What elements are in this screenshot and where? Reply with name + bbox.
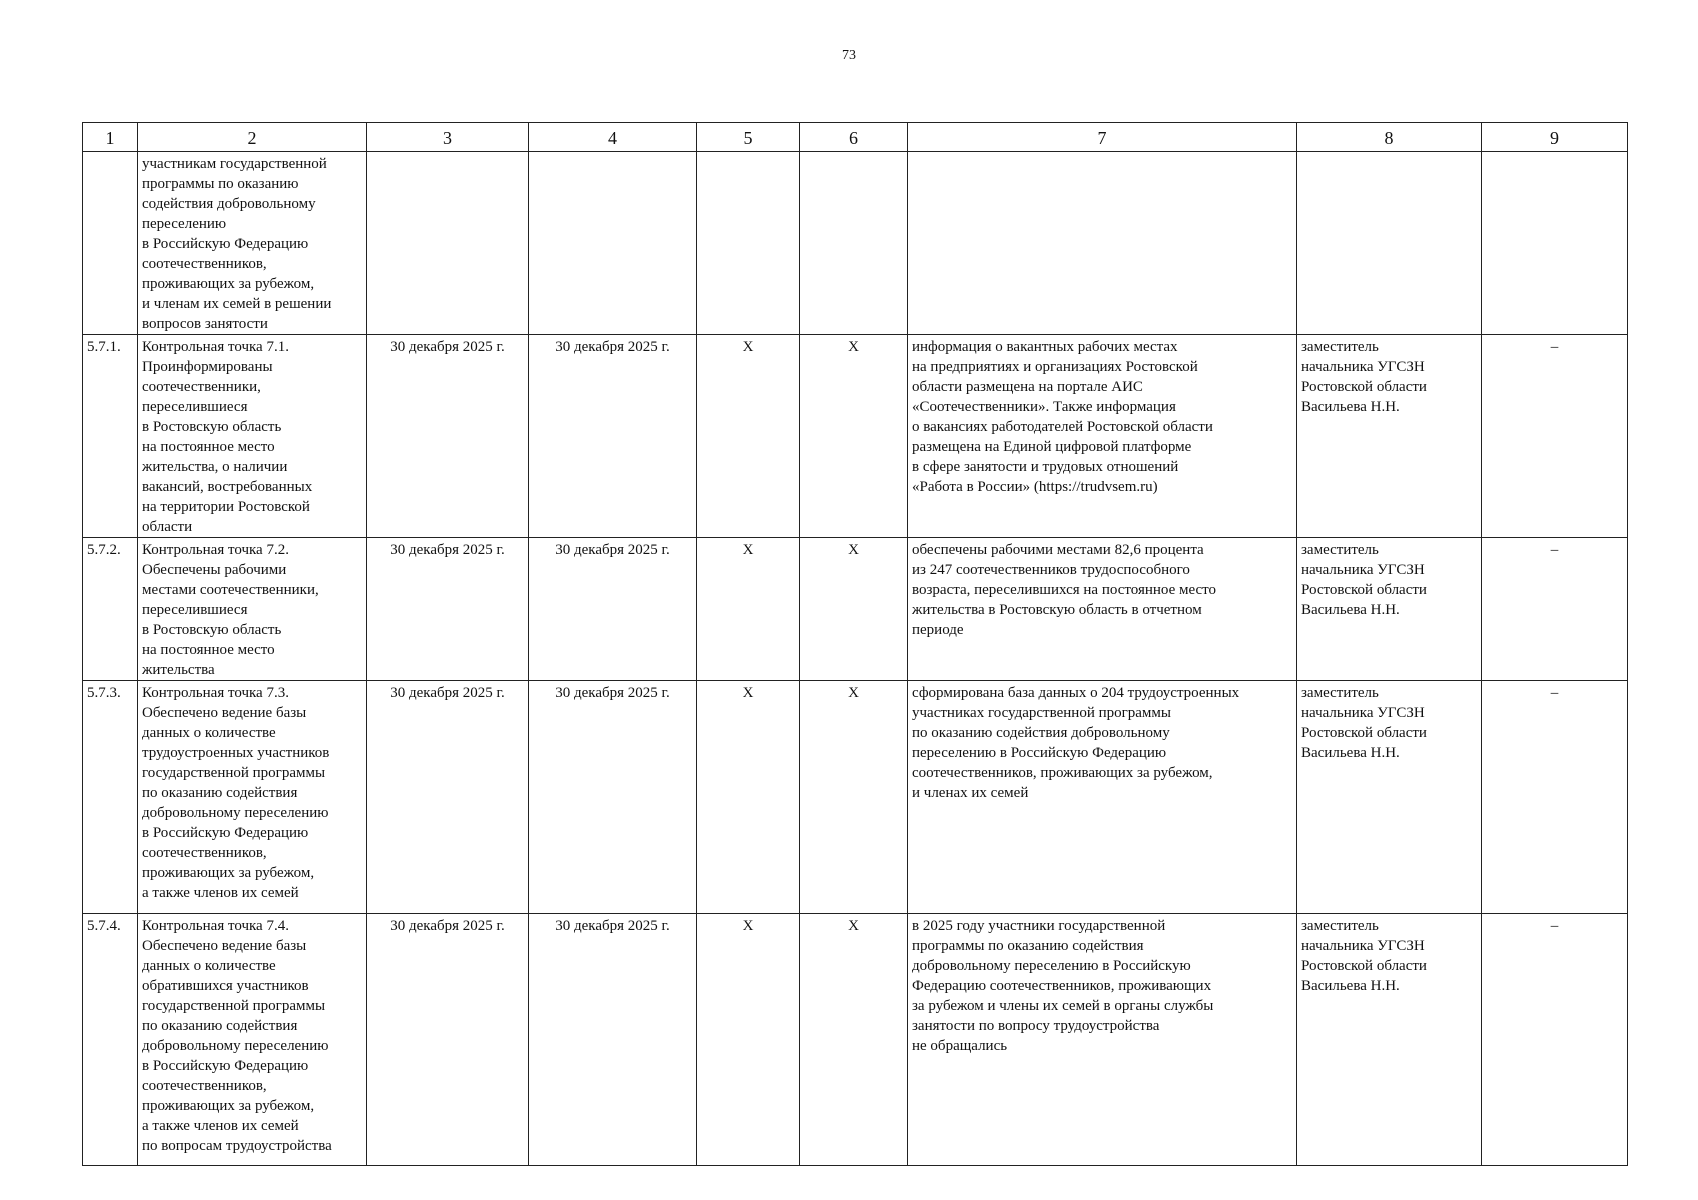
result-description bbox=[908, 152, 1297, 335]
header-cell-6: 6 bbox=[800, 123, 908, 152]
column-6-value: Х bbox=[800, 538, 908, 681]
row-number: 5.7.1. bbox=[83, 335, 138, 538]
event-name: Контрольная точка 7.3. Обеспечено ведение базы данных о количестве трудоустроенных участников государственной программы по оказанию содействия добровольному переселению в Российскую Федерацию соотечественников, проживающих за рубежом, а также членов их семей bbox=[138, 681, 367, 914]
responsible-person: заместитель начальника УГСЗН Ростовской области Васильева Н.Н. bbox=[1297, 914, 1482, 1166]
event-name: Контрольная точка 7.2. Обеспечены рабочими местами соотечественники, переселившиеся в Ростовскую область на постоянное место жительства bbox=[138, 538, 367, 681]
result-description: обеспечены рабочими местами 82,6 процента из 247 соотечественников трудоспособного возраста, переселившихся на постоянное место жительства в Ростовскую область в отчетном периоде bbox=[908, 538, 1297, 681]
column-6-value: Х bbox=[800, 335, 908, 538]
actual-date: 30 декабря 2025 г. bbox=[529, 681, 697, 914]
column-9-value: – bbox=[1482, 538, 1628, 681]
event-name: Контрольная точка 7.4. Обеспечено ведение базы данных о количестве обратившихся участников государственной программы по оказанию содействия добровольному переселению в Российскую Федерацию соотечественников, проживающих за рубежом, а также членов их семей по вопросам трудоустройства bbox=[138, 914, 367, 1166]
column-6-value bbox=[800, 152, 908, 335]
header-cell-2: 2 bbox=[138, 123, 367, 152]
header-cell-7: 7 bbox=[908, 123, 1297, 152]
column-5-value: Х bbox=[697, 538, 800, 681]
row-number: 5.7.3. bbox=[83, 681, 138, 914]
column-5-value: Х bbox=[697, 335, 800, 538]
table-row bbox=[83, 335, 1628, 538]
actual-date bbox=[529, 152, 697, 335]
responsible-person: заместитель начальника УГСЗН Ростовской области Васильева Н.Н. bbox=[1297, 681, 1482, 914]
header-cell-4: 4 bbox=[529, 123, 697, 152]
actual-date: 30 декабря 2025 г. bbox=[529, 538, 697, 681]
column-6-value: Х bbox=[800, 681, 908, 914]
column-5-value: Х bbox=[697, 681, 800, 914]
table-row bbox=[83, 538, 1628, 681]
responsible-person bbox=[1297, 152, 1482, 335]
responsible-person: заместитель начальника УГСЗН Ростовской области Васильева Н.Н. bbox=[1297, 538, 1482, 681]
responsible-person: заместитель начальника УГСЗН Ростовской области Васильева Н.Н. bbox=[1297, 335, 1482, 538]
event-name: Контрольная точка 7.1. Проинформированы соотечественники, переселившиеся в Ростовскую область на постоянное место жительства, о наличии вакансий, востребованных на территории Ростовской области bbox=[138, 335, 367, 538]
actual-date: 30 декабря 2025 г. bbox=[529, 914, 697, 1166]
table-header-row bbox=[83, 123, 1628, 152]
result-description: сформирована база данных о 204 трудоустроенных участниках государственной программы по оказанию содействия добровольному переселению в Российскую Федерацию соотечественников, проживающих за рубежом, и членах их семей bbox=[908, 681, 1297, 914]
header-cell-8: 8 bbox=[1297, 123, 1482, 152]
planned-date: 30 декабря 2025 г. bbox=[367, 335, 529, 538]
row-number: 5.7.4. bbox=[83, 914, 138, 1166]
result-description: в 2025 году участники государственной программы по оказанию содействия добровольному переселению в Российскую Федерацию соотечественников, проживающих за рубежом и члены их семей в органы службы занятости по вопросу трудоустройства не обращались bbox=[908, 914, 1297, 1166]
planned-date: 30 декабря 2025 г. bbox=[367, 681, 529, 914]
column-9-value: – bbox=[1482, 681, 1628, 914]
column-9-value bbox=[1482, 152, 1628, 335]
header-cell-5: 5 bbox=[697, 123, 800, 152]
column-5-value bbox=[697, 152, 800, 335]
header-cell-1: 1 bbox=[83, 123, 138, 152]
page-number: 73 bbox=[842, 48, 856, 63]
row-number: 5.7.2. bbox=[83, 538, 138, 681]
planned-date bbox=[367, 152, 529, 335]
column-9-value: – bbox=[1482, 914, 1628, 1166]
planned-date: 30 декабря 2025 г. bbox=[367, 538, 529, 681]
planned-date: 30 декабря 2025 г. bbox=[367, 914, 529, 1166]
result-description: информация о вакантных рабочих местах на предприятиях и организациях Ростовской области размещена на портале АИС «Соотечественники». Также информация о вакансиях работодателей Ростовской области размещена на Единой цифровой платформе в сфере занятости и трудовых отношений «Работа в России» (https://trudvsem.ru) bbox=[908, 335, 1297, 538]
row-number bbox=[83, 152, 138, 335]
column-6-value: Х bbox=[800, 914, 908, 1166]
table-row bbox=[83, 681, 1628, 914]
header-cell-9: 9 bbox=[1482, 123, 1628, 152]
table-row bbox=[83, 152, 1628, 335]
column-5-value: Х bbox=[697, 914, 800, 1166]
event-name: участникам государственной программы по оказанию содействия добровольному переселению в Российскую Федерацию соотечественников, проживающих за рубежом, и членам их семей в решении вопросов занятости bbox=[138, 152, 367, 335]
report-table bbox=[82, 122, 1628, 1166]
header-cell-3: 3 bbox=[367, 123, 529, 152]
table-row bbox=[83, 914, 1628, 1166]
actual-date: 30 декабря 2025 г. bbox=[529, 335, 697, 538]
column-9-value: – bbox=[1482, 335, 1628, 538]
